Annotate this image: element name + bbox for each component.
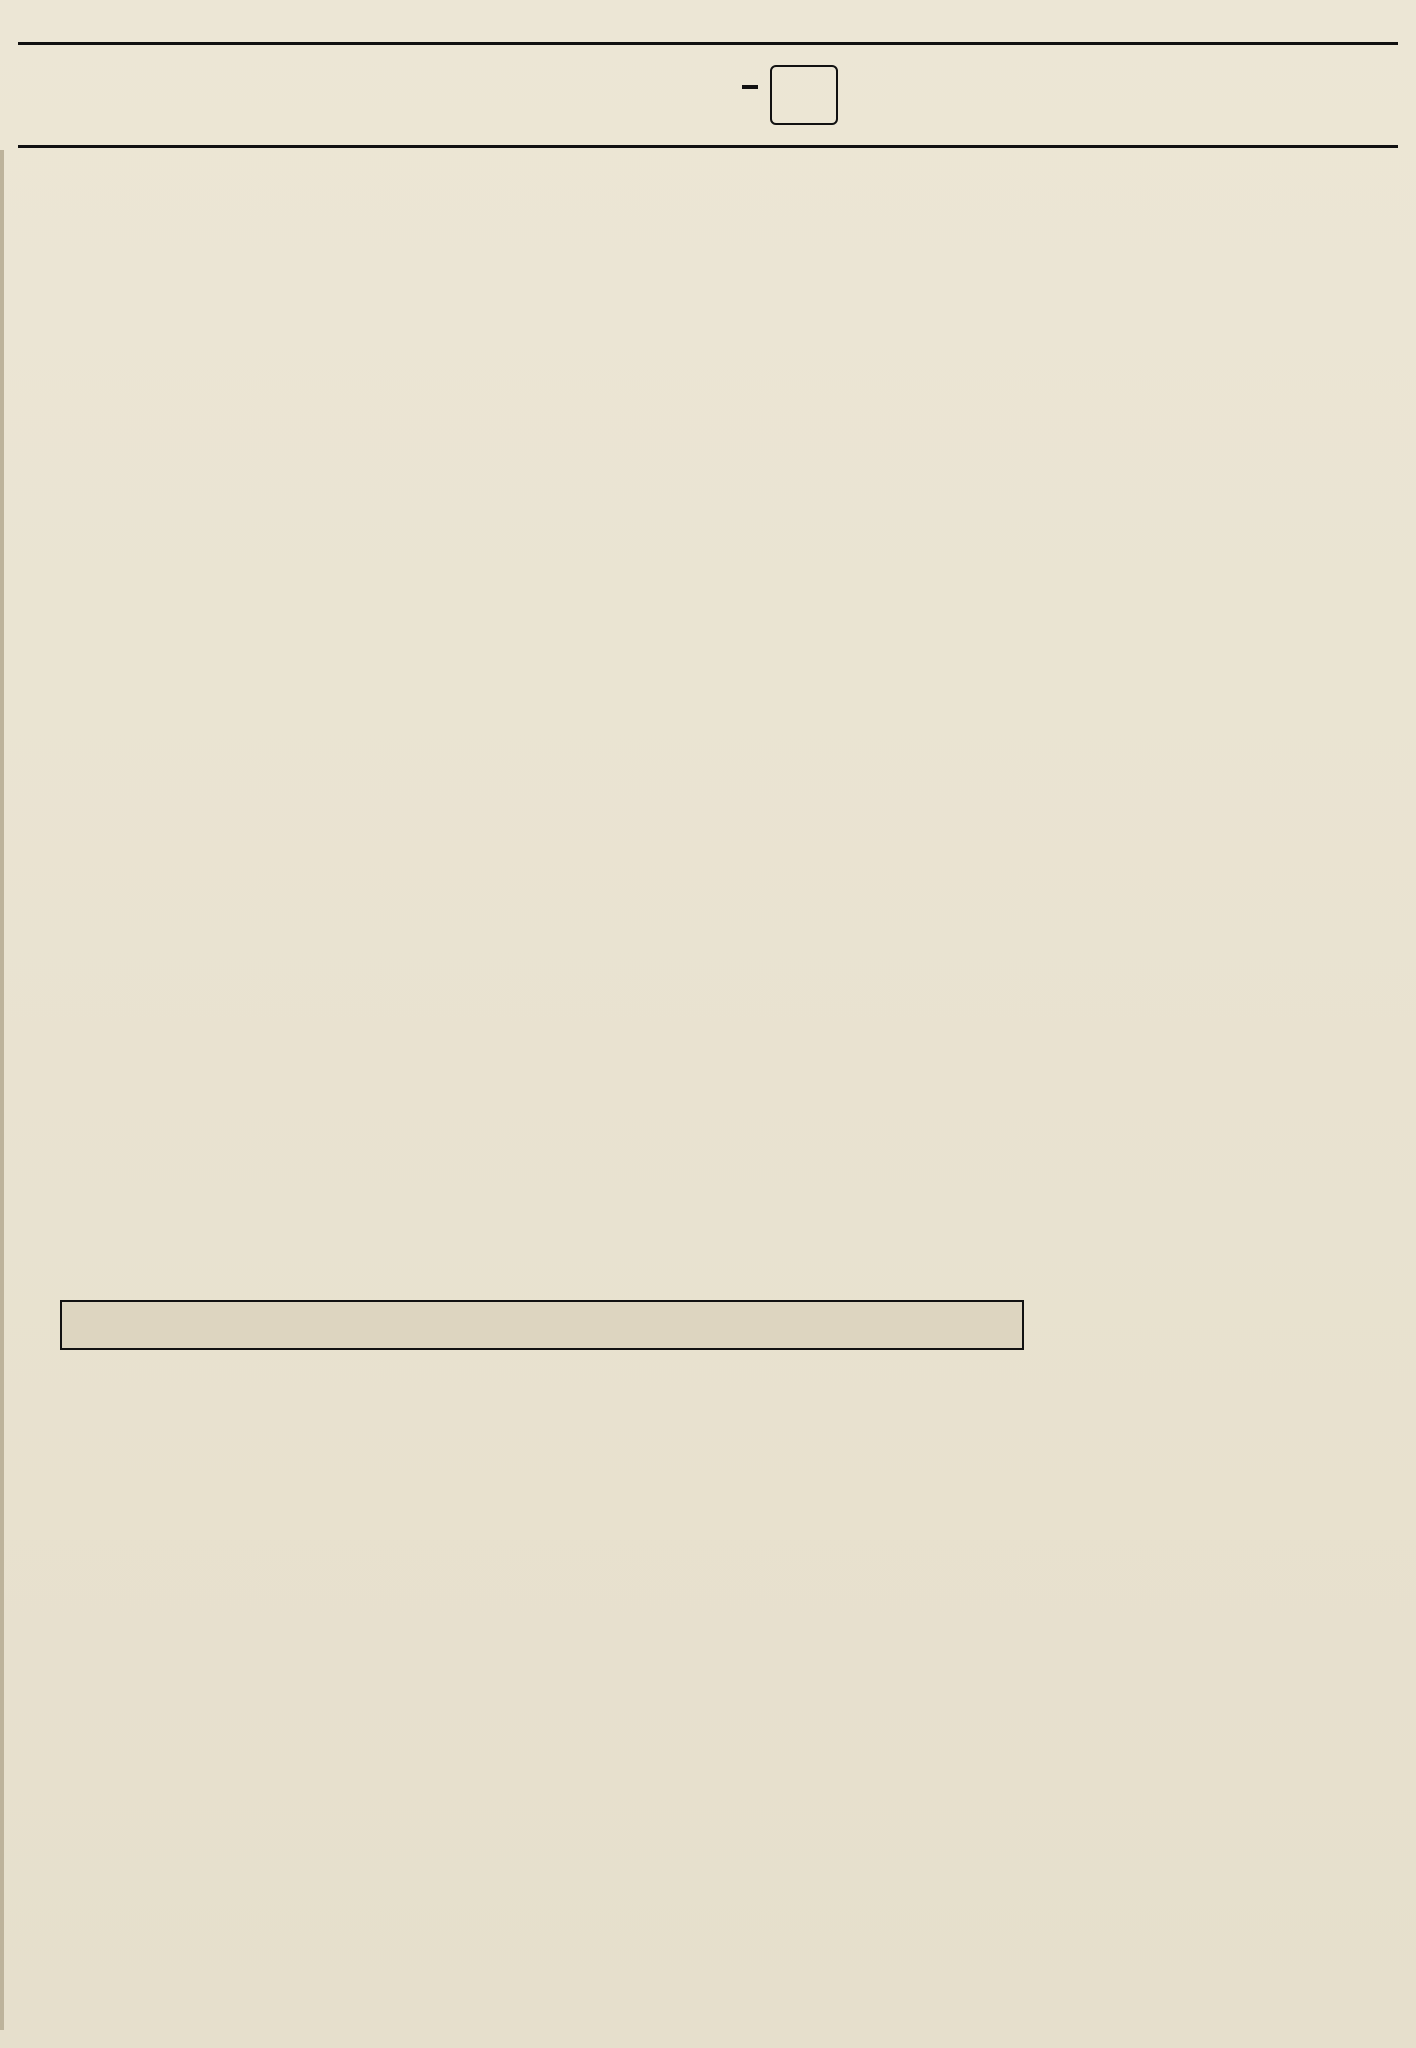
rental-banner [60,1300,1024,1350]
lower-classified-columns [566,1356,1398,2028]
masthead [18,42,1398,148]
ettelaat-logo-icon [770,65,838,125]
page-edge [0,150,4,2030]
folio-line [20,6,1396,36]
agency-boxes [18,1356,558,2028]
masthead-subtitle [742,85,758,89]
classified-columns [18,150,1398,1290]
